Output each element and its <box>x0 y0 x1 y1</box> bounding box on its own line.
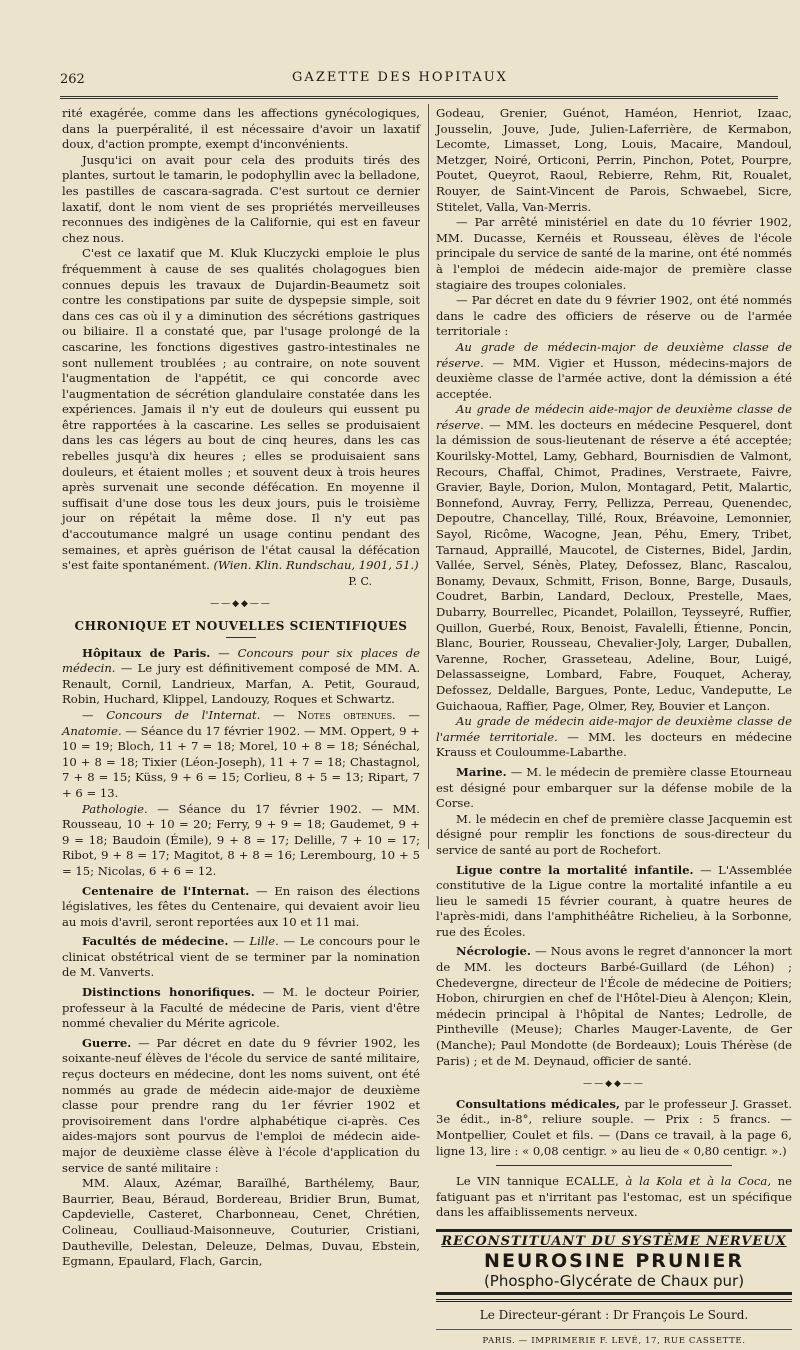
news-subheading: Anatomie. <box>62 723 122 738</box>
news-item-distinctions <box>62 985 420 1032</box>
news-text: — En raison des élections législatives, les fêtes du Centenaire, qui devaient avoir lieu au mois d'avril, seront reportées aux 10 et 11 mai. <box>62 883 420 929</box>
news-item-guerre <box>62 1036 420 1176</box>
notice-vin <box>436 1174 792 1221</box>
section-title: CHRONIQUE ET NOUVELLES SCIENTIFIQUES <box>74 619 408 633</box>
news-item-arrete: — Par arrêté ministériel en date du 10 février 1902, MM. Ducasse, Kernéis et Rousseau, élèves de l'école principale du service de santé de la marine, ont été nommés à l'emploi de médecin aide-major de première classe stagiaire des troupes coloniales. <box>436 215 792 292</box>
notice-text: par le professeur J. Grasset. 3e édit., in-8°, reliure souple. — Prix : 5 francs. — Montpellier, Coulet et fils. — (Dans ce travail, à la page 6, ligne 13, lire : « 0,08 centigr. » au lieu de « 0,80 centigr. ».) <box>436 1096 792 1158</box>
ad-tagline: RECONSTITUANT DU SYSTÈME NERVEUX <box>441 1233 787 1249</box>
notice-heading: Consultations médicales, <box>456 1096 620 1111</box>
ornament-divider: ——◆◆—— <box>210 599 272 610</box>
left-column <box>62 106 420 1270</box>
section-rule <box>226 637 256 638</box>
news-subheading: Concours pour six places de médecin. <box>62 645 420 676</box>
notice-heading: Le VIN tannique ECALLE, <box>456 1174 619 1189</box>
news-item-centenaire <box>62 884 420 931</box>
printer-line: PARIS. — IMPRIMERIE F. LEVÉ, 17, RUE CASSETTE. <box>436 1329 792 1350</box>
news-item-decret: — Par décret en date du 9 février 1902, ont été nommés dans le cadre des officiers de réserve ou de l'armée territoriale : <box>436 293 792 339</box>
page-number: 262 <box>60 72 85 87</box>
notice-rule <box>496 1165 732 1166</box>
article-paragraph <box>62 246 420 573</box>
notice-text: ne fatiguant pas et n'irritant pas l'estomac, est un spécifique dans les affaiblissements nerveux. <box>436 1174 793 1220</box>
news-subheading: Lille. <box>249 934 279 949</box>
news-item-grade <box>436 340 792 402</box>
running-title: GAZETTE DES HOPITAUX <box>292 70 508 85</box>
news-heading: Ligue contre la mortalité infantile. <box>456 862 694 877</box>
news-text: — M. le médecin de première classe Etourneau est désigné pour embarquer sur la défense mobile de la Corse. <box>436 764 792 811</box>
news-item-pathologie <box>62 802 420 880</box>
news-heading: Distinctions honorifiques. <box>82 985 255 1000</box>
news-item-hopitaux: Hôpitaux de Paris. — Concours pour six places de médecin. — Le jury est définitivement composé de MM. A. Renault, Cornil, Landrieux, Marfan, A. Petit, Gouraud, Robin, Huchard, Klippel, Landouzy, Roques et Schwartz. <box>62 645 420 707</box>
news-subheading: Concours de l'Internat. <box>106 707 261 722</box>
news-item-grade <box>436 402 792 714</box>
news-text: — MM. les docteurs en médecine Krauss et Couloumme-Labarthe. <box>436 729 792 760</box>
advertisement <box>436 1229 792 1295</box>
news-item-facultes: Facultés de médecine. — Lille. — Le concours pour le clinicat obstétrical vient de se terminer par la nomination de M. Vanverts. <box>62 934 421 980</box>
news-heading: Centenaire de l'Internat. <box>82 883 250 898</box>
news-subheading: Au grade de médecin aide-major de deuxième classe de réserve. <box>436 402 792 432</box>
news-heading: Hôpitaux de Paris. <box>82 645 211 660</box>
header-rule <box>60 96 778 99</box>
ad-bottom-rule <box>436 1299 792 1302</box>
right-column <box>436 106 792 1350</box>
article-paragraph: rité exagérée, comme dans les affections gynécologiques, dans la puerpéralité, il est nécessaire d'avoir un laxatif doux, d'action prompte, exempt d'inconvénients. <box>62 106 420 152</box>
news-text: — MM. les docteurs en médecine Pesquerel, dont la démission de sous-lieutenant de réserve a été acceptée; Kourilsky-Mottel, Lamy, Gebhard, Bournisdien de Valmont, Recours, Chaffal, Chimot, Pradines, Verstraete, Faivre, Gravier, Bayle, Dorion, Mulon, Montagard, Petit, Malartic, Bonnefond, Auvray, Ferry, Pellizza, Perreau, Quenendec, Depoutre, Chancellay, Tillé, Roux, Bréavoine, Lemonnier, Sayol, Ricôme, Wacogne, Jean, Péhu, Emery, Tribet, Tarnaud, Appraillé, Maucotel, de Cisternes, Bidel, Jardin, Vallée, Servel, Sénès, Platey, Defossez, Blanc, Rascalou, Bonamy, Devaux, Schmitt, Frison, Bonne, Barge, Dusauls, Coudret, Barbin, Landard, Decloux, Prestelle, Maes, Dubarry, Bourrellec, Picandet, Polaillon, Teysseyré, Ruffier, Quillon, Guerbé, Roux, Benoist, Favalelli, Étienne, Poncin, Blanc, Bourier, Rousseau, Chevalier-Joly, Larger, Duballen, Varenne, Rocher, Grasseteau, Adeline, Bour, Luigé, Delassasseigne, Lombard, Fabre, Fouquet, Acheray, Defossez, Deldalle, Bargues, Ponte, Leduc, Vandeputte, Le Guichaoua, Raffier, Page, Olmer, Rey, Bouvier et Lançon. <box>436 417 792 713</box>
news-item-marine <box>436 765 792 812</box>
news-subheading: Au grade de médecin-major de deuxième classe de réserve. <box>436 339 792 370</box>
news-item-grade <box>436 714 792 761</box>
names-list: MM. Alaux, Azémar, Baraïlhé, Barthélemy, Baur, Baurrier, Beau, Béraud, Bordereau, Bridier Brun, Bumat, Capdevielle, Casteret, Charbonneau, Cenet, Chrétien, Colineau, Coulliaud-Maisonneuve, Couturier, Cristiani, Dautheville, Delestan, Deleuze, Delmas, Duvau, Ebstein, Egmann, Epaulard, Flach, Garcin, <box>62 1176 420 1269</box>
article-paragraph: Jusqu'ici on avait pour cela des produits tirés des plantes, surtout le tamarin, le podophyllin avec la belladone, les pastilles de cascara-sagrada. C'est surtout ce dernier laxatif, dont le nom vient de ses propriétés merveilleuses reconnues des indigènes de la Californie, qui est en faveur chez nous. <box>62 152 420 245</box>
news-text: — Séance du 17 février 1902. — MM. Rousseau, 10 + 10 = 20; Ferry, 9 + 9 = 18; Gaudemet, 9 + 9 = 18; Baudoin (Émile), 9 + 8 = 17; Delille, 7 + 10 = 17; Ribot, 9 + 8 = 17; Magitot, 8 + 8 = 16; Lerembourg, 10 + 5 = 15; Nicolas, 6 + 6 = 12. <box>62 801 420 878</box>
ornament-divider: ——◆◆—— <box>583 1079 645 1090</box>
news-subheading: Au grade de médecin aide-major de deuxième classe de l'armée territoriale. <box>436 714 792 744</box>
news-text: — MM. Vigier et Husson, médecins-majors de deuxième classe de l'armée active, dont la démission a été acceptée. <box>436 355 792 401</box>
news-text: — Séance du 17 février 1902. — MM. Oppert, 9 + 10 = 19; Bloch, 11 + 7 = 18; Morel, 10 + 8 = 18; Sénéchal, 10 + 8 = 18; Tixier (Léon-Joseph), 11 + 7 = 18; Chastagnol, 7 + 8 = 15; Küss, 9 + 6 = 15; Corlieu, 8 + 5 = 13; Ripart, 7 + 6 = 13. <box>62 723 420 800</box>
news-item-ligue <box>436 863 792 941</box>
news-text: — M. le docteur Poirier, professeur à la Faculté de médecine de Paris, vient d'être nommé chevalier du Mérite agricole. <box>62 985 420 1031</box>
news-subheading: Notes obtenues. <box>297 707 396 722</box>
article-text: C'est ce laxatif que M. Kluk Kluczycki emploie le plus fréquemment à cause de ses qualités cholagogues bien connues depuis les travaux de Dujardin-Beaumetz soit contre les constipations par suite de dyspepsie simple, soit dans ces cas où il y a diminution des sécrétions gastriques ou biliaire. Il a constaté que, par l'usage prolongé de la cascarine, les fonctions digestives gastro-intestinales ne sont nullement troublées ; au contraire, on note souvent l'augmentation de l'appétit, ce qui concorde avec l'augmentation de sécrétion glandulaire constatée dans les expériences. Jamais il n'y eut de douleurs qui eussent pu être rapportées à la cascarine. Les selles se produisaient dans les cas légers au bout de cinq heures, dans les cas rebelles jusqu'à dix heures ; elles se produisaient sans douleurs, et étaient molles ; et souvent deux à trois heures après survenait une seconde défécation. En moyenne il suffisait d'une dose tous les deux jours, puis le troisième jour on répétait la même dose. Il n'y eut pas d'accoutumance malgré un usage continu pendant des semaines, et après guérison de l'état causal la défécation s'est faite spontanément. <box>62 246 420 573</box>
news-subheading: Pathologie. <box>82 801 148 816</box>
notice-consultations <box>436 1097 792 1159</box>
signature: P. C. <box>348 574 372 588</box>
news-text: — Nous avons le regret d'annoncer la mort de MM. les docteurs Barbé-Guillard (de Léhon) ; Chedevergne, directeur de l'École de médecine de Poitiers; Hobon, chirurgien en chef de l'Hôtel-Dieu à Alençon; Klein, médecin principal à l'hôpital de Nantes; Ledrolle, de Pintheville (Meuse); Charles Mauger-Lavente, de Ger (Manche); Paul Mondotte (de Bordeaux); Louis Thérèse (de Paris) ; et de M. Deynaud, officier de santé. <box>436 944 792 1068</box>
names-list: Godeau, Grenier, Guénot, Haméon, Henriot, Izaac, Jousselin, Jouve, Jude, Julien-Laferrière, de Kermabon, Lecomte, Limasset, Long, Louis, Macaire, Mandoul, Metzger, Noiré, Orticoni, Perrin, Pinchon, Potet, Pourpre, Poutet, Queyrot, Raoul, Rebierre, Rehm, Rit, Roualet, Rouyer, de Saint-Vincent de Parois, Schwaebel, Sicre, Stitelet, Valla, Van-Merris. <box>436 106 792 214</box>
news-heading: Facultés de médecine. <box>82 934 229 949</box>
news-item-necrologie <box>436 944 792 1069</box>
news-text: — Le jury est définitivement composé de MM. A. Renault, Cornil, Landrieux, Marfan, A. Petit, Gouraud, Robin, Huchard, Klippel, Landouzy, Roques et Schwartz. <box>62 661 420 707</box>
news-text: — Par décret en date du 9 février 1902, les soixante-neuf élèves de l'école du service de santé militaire, reçus docteurs en médecine, dont les noms suivent, ont été nommés au grade de médecin aide-major de deuxième classe pour prendre rang du 1er février 1902 et provisoirement dans l'ordre alphabétique ci-après. Ces aides-majors sont pourvus de l'emploi de médecin aide-major de deuxième classe élève à l'école d'application du service de santé militaire : <box>62 1035 420 1175</box>
column-divider <box>428 104 429 849</box>
news-heading: Guerre. <box>82 1035 132 1050</box>
news-text: M. le médecin en chef de première classe Jacquemin est désigné pour remplir les fonctions de sous-directeur du service de santé au port de Rochefort. <box>436 811 792 857</box>
news-heading: Marine. <box>456 764 507 779</box>
ad-product-description: (Phospho-Glycérate de Chaux pur) <box>483 1271 745 1290</box>
news-text: — L'Assemblée constitutive de la Ligue contre la mortalité infantile a eu lieu le samedi 15 février courant, à quatre heures de l'après-midi, dans l'amphithéâtre Richelieu, à la Sorbonne, rue des Écoles. <box>436 862 792 939</box>
ad-product-name: NEUROSINE PRUNIER <box>484 1249 744 1272</box>
news-item-internat: — Concours de l'Internat. — Notes obtenues. — Anatomie. — Séance du 17 février 1902. — MM. Oppert, 9 + 10 = 19; Bloch, 11 + 7 = 18; Morel, 10 + 8 = 18; Sénéchal, 10 + 8 = 18; Tixier (Léon-Joseph), 11 + 7 = 18; Chastagnol, 7 + 8 = 15; Küss, 9 + 6 = 15; Corlieu, 8 + 5 = 13; Ripart, 7 + 6 = 13. <box>62 707 421 800</box>
news-heading: Nécrologie. <box>456 944 531 959</box>
notice-subheading: à la Kola et à la Coca, <box>625 1174 772 1189</box>
citation: (Wien. Klin. Rundschau, 1901, 51.) <box>213 558 419 573</box>
news-text: — Le concours pour le clinicat obstétrical vient de se terminer par la nomination de M. Vanverts. <box>62 934 421 980</box>
director-line: Le Directeur-gérant : Dr François Le Sourd. <box>479 1307 749 1322</box>
